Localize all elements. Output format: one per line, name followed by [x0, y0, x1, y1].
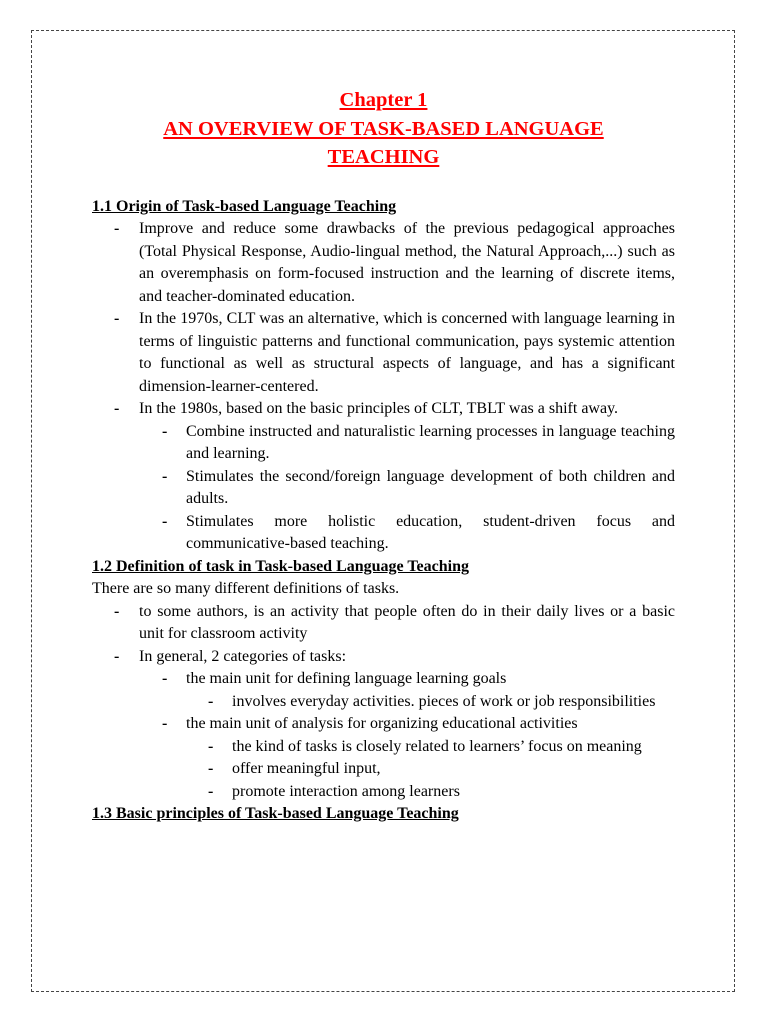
detail-item: - offer meaningful input, [92, 758, 675, 781]
list-item: - to some authors, is an activity that people often do in their daily lives or a basic unit for classroom activity [92, 601, 675, 646]
detail-item: - involves everyday activities. pieces of work or job responsibilities [92, 691, 675, 714]
task-categories-list [139, 668, 675, 803]
list-item [92, 398, 675, 556]
list-item-text: In general, 2 categories of tasks: [139, 647, 347, 665]
section-heading-1-3: 1.3 Basic principles of Task-based Language Teaching [92, 805, 459, 822]
detail-item: - the kind of tasks is closely related to learners’ focus on meaning [92, 736, 675, 759]
category-details-list [186, 736, 675, 804]
chapter-number: Chapter 1 [339, 89, 428, 111]
section-heading-1-1: 1.1 Origin of Task-based Language Teaching [92, 197, 397, 215]
category-label: the main unit for defining language learning goals [186, 670, 507, 687]
chapter-title-line-2: TEACHING [327, 146, 440, 168]
list-item-text: In the 1980s, based on the basic principles of CLT, TBLT was a shift away. [139, 400, 619, 417]
list-item: - Improve and reduce some drawbacks of the previous pedagogical approaches (Total Physical Response, Audio-lingual method, the Natural Approach,...) such as an overemphasis on form-focused instruction and the learning of discrete items, and teacher-dominated education. [92, 218, 675, 308]
section-1-1-sublist [139, 421, 675, 556]
section-1-2-intro: There are so many different definitions of tasks. [92, 580, 400, 597]
section-heading-1-2: 1.2 Definition of task in Task-based Language Teaching [92, 557, 469, 575]
sub-list-item: - Combine instructed and naturalistic learning processes in language teaching and learning. [92, 421, 675, 466]
section-1-2-list [92, 601, 675, 804]
sub-list-item: - Stimulates more holistic education, student-driven focus and communicative-based teaching. [92, 511, 675, 556]
category-details-list [186, 691, 675, 714]
chapter-title [92, 86, 675, 172]
list-item [92, 646, 675, 804]
document-body [92, 86, 675, 826]
sub-list-item: - Stimulates the second/foreign language development of both children and adults. [92, 466, 675, 511]
list-item: - In the 1970s, CLT was an alternative, which is concerned with language learning in terms of linguistic patterns and functional communication, pays systemic attention to functional as well as structural aspects of language, and has a significant dimension-learner-centered. [92, 308, 675, 398]
category-label: the main unit of analysis for organizing educational activities [186, 715, 578, 732]
sub-list-item [92, 668, 675, 713]
detail-item: - promote interaction among learners [92, 781, 675, 804]
sub-list-item [92, 713, 675, 803]
section-1-1-list [92, 218, 675, 556]
chapter-title-line-1: AN OVERVIEW OF TASK-BASED LANGUAGE [163, 117, 604, 140]
